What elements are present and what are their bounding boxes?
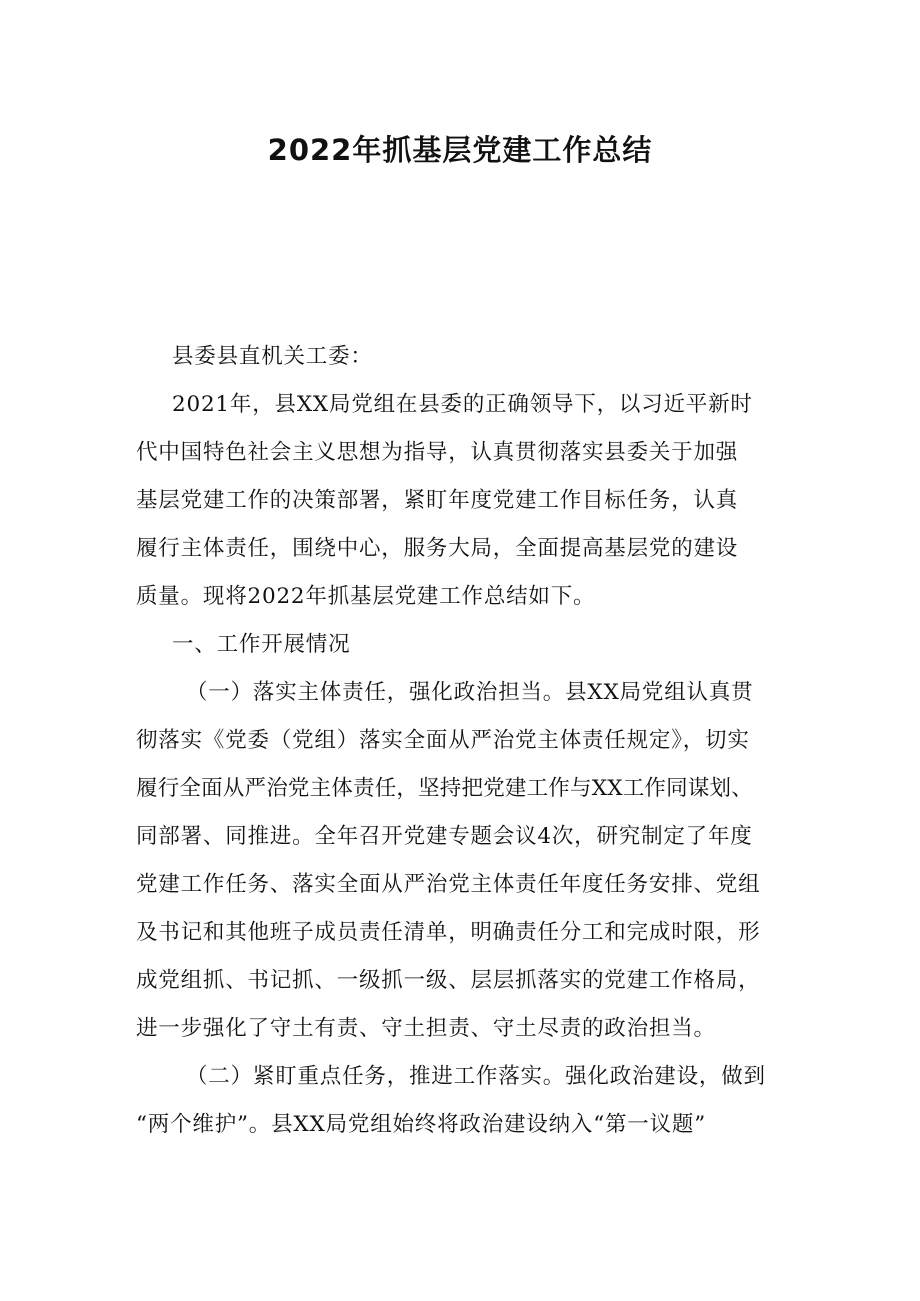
paragraph-line: 2021年，县XX局党组在县委的正确领导下，以习近平新时	[172, 392, 753, 417]
paragraph-line: 成党组抓、书记抓、一级抓一级、层层抓落实的党建工作格局，	[136, 968, 761, 993]
paragraph-line: 履行全面从严治党主体责任，坚持把党建工作与XX工作同谋划、	[136, 776, 753, 801]
document-title: 2022年抓基层党建工作总结	[267, 133, 653, 167]
paragraph-line: 及书记和其他班子成员责任清单，明确责任分工和完成时限，形	[136, 920, 761, 945]
paragraph-line: “两个维护”。县XX局党组始终将政治建设纳入“第一议题”	[136, 1112, 706, 1137]
paragraph-line: 基层党建工作的决策部署，紧盯年度党建工作目标任务，认真	[136, 488, 739, 513]
paragraph-line: 彻落实《党委（党组）落实全面从严治党主体责任规定》，切实	[136, 728, 750, 753]
document-body	[136, 333, 796, 1149]
section-heading: 一、工作开展情况	[172, 632, 351, 657]
salutation-line: 县委县直机关工委：	[172, 344, 373, 369]
paragraph-line: 履行主体责任，围绕中心，服务大局，全面提高基层党的建设	[136, 536, 739, 561]
paragraph-line: 党建工作任务、落实全面从严治党主体责任年度任务安排、党组	[136, 872, 761, 897]
paragraph-line: 代中国特色社会主义思想为指导，认真贯彻落实县委关于加强	[136, 440, 739, 465]
paragraph-line: 进一步强化了守土有责、守土担责、守土尽责的政治担当。	[136, 1016, 716, 1041]
paragraph-line: 质量。现将2022年抓基层党建工作总结如下。	[136, 584, 596, 609]
paragraph-line: （二）紧盯重点任务，推进工作落实。强化政治建设，做到	[186, 1064, 766, 1089]
paragraph-line: 同部署、同推进。全年召开党建专题会议4次，研究制定了年度	[136, 824, 753, 849]
paragraph-line: （一）落实主体责任，强化政治担当。县XX局党组认真贯	[186, 680, 754, 705]
